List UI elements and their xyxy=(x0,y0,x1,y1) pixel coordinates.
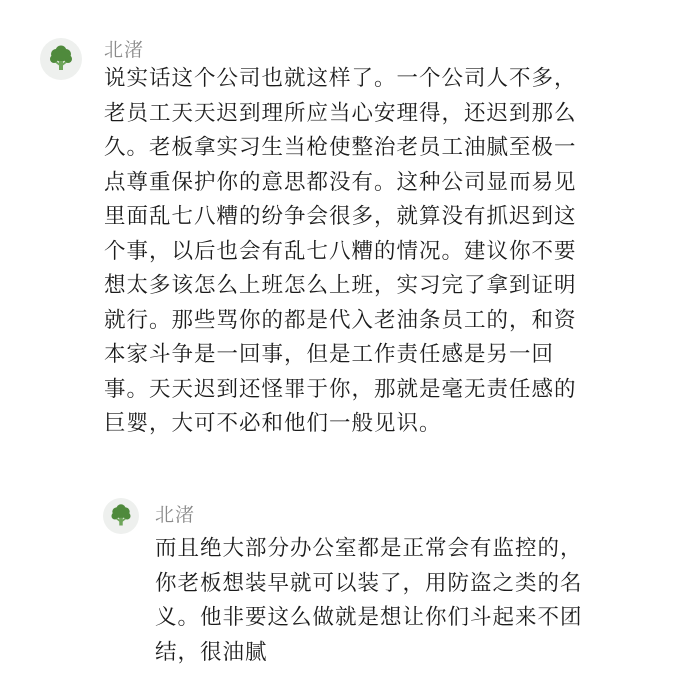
username[interactable]: 北渚 xyxy=(155,504,196,526)
username[interactable]: 北渚 xyxy=(104,39,145,61)
broccoli-icon xyxy=(108,503,134,529)
broccoli-icon xyxy=(46,44,76,74)
comment-text: 而且绝大部分办公室都是正常会有监控的，你老板想装早就可以装了，用防盗之类的名义。他非要这么做就是想让你们斗起来不团结，很油腻 xyxy=(155,536,583,665)
avatar[interactable] xyxy=(40,38,82,80)
avatar[interactable] xyxy=(103,498,139,534)
comment-text: 说实话这个公司也就这样了。一个公司人不多，老员工天天迟到理所应当心安理得，还迟到那么久。老板拿实习生当枪使整治老员工油腻至极一点尊重保护你的意思都没有。这种公司显而易见里面乱七八糟的纷争会很多，就算没有抓迟到这个事，以后也会有乱七八糟的情况。建议你不要想太多该怎么上班怎么上班，实习完了拿到证明就行。那些骂你的都是代入老油条员工的，和资本家斗争是一回事，但是工作责任感是另一回事。天天迟到还怪罪于你，那就是毫无责任感的巨婴，大可不必和他们一般见识。 xyxy=(104,66,577,436)
